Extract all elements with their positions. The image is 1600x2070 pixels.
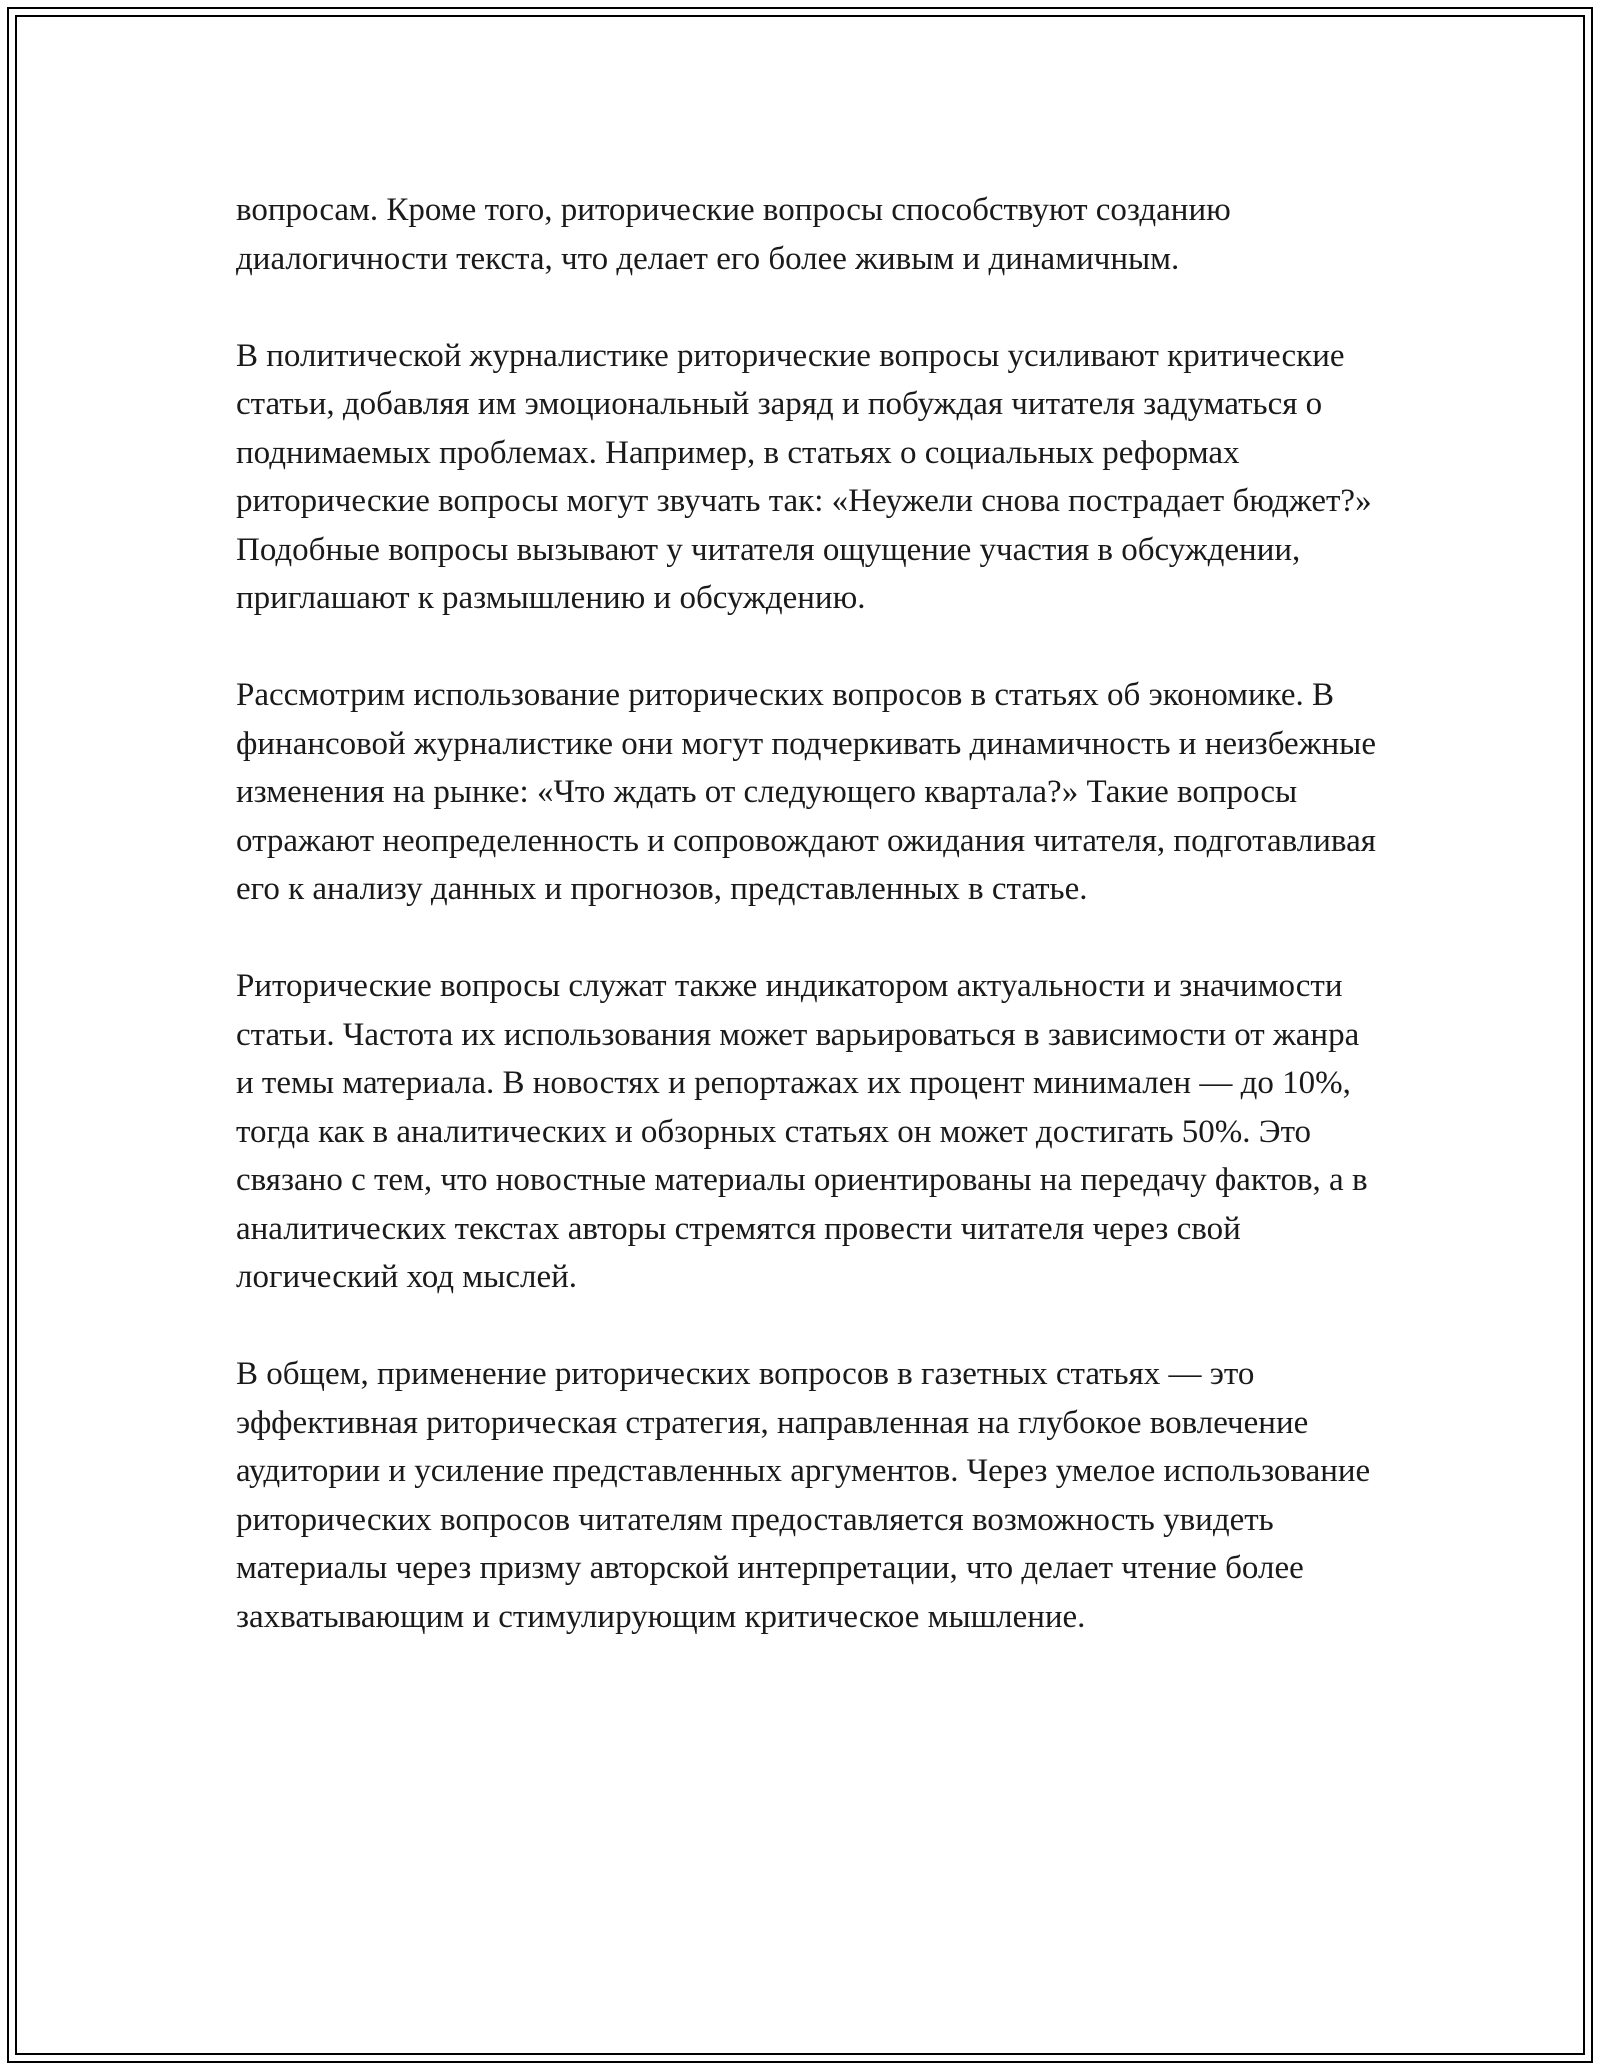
paragraph-1: вопросам. Кроме того, риторические вопросы способствуют созданию диалогичности текста, что делает его более живым и динамичным.: [236, 192, 1231, 277]
paragraph-5: В общем, применение риторических вопросов в газетных статьях — это эффективная риторическая стратегия, направленная на глубокое вовлечение аудитории и усиление представленных аргументов. Через умелое использование риторических вопросов читателям предоставляется возможность увидеть материалы через призму авторской интерпретации, что делает чтение более захватывающим и стимулирующим критическое мышление.: [236, 1356, 1371, 1635]
paragraph-3: Рассмотрим использование риторических вопросов в статьях об экономике. В финансовой журналистике они могут подчеркивать динамичность и неизбежные изменения на рынке: «Что ждать от следующего квартала?» Такие вопросы отражают неопределенность и сопровождают ожидания читателя, подготавливая его к анализу данных и прогнозов, представленных в статье.: [236, 677, 1376, 907]
document-body: [236, 186, 1376, 1690]
paragraph-2: В политической журналистике риторические вопросы усиливают критические статьи, добавляя им эмоциональный заряд и побуждая читателя задуматься о поднимаемых проблемах. Например, в статьях о социальных реформах риторические вопросы могут звучать так: «Неужели снова пострадает бюджет?» Подобные вопросы вызывают у читателя ощущение участия в обсуждении, приглашают к размышлению и обсуждению.: [236, 337, 1372, 616]
paragraph-4: Риторические вопросы служат также индикатором актуальности и значимости статьи. Частота их использования может варьироваться в зависимости от жанра и темы материала. В новостях и репортажах их процент минимален — до 10%, тогда как в аналитических и обзорных статьях он может достигать 50%. Это связано с тем, что новостные материалы ориентированы на передачу фактов, а в аналитических текстах авторы стремятся провести читателя через свой логический ход мыслей.: [236, 968, 1368, 1295]
